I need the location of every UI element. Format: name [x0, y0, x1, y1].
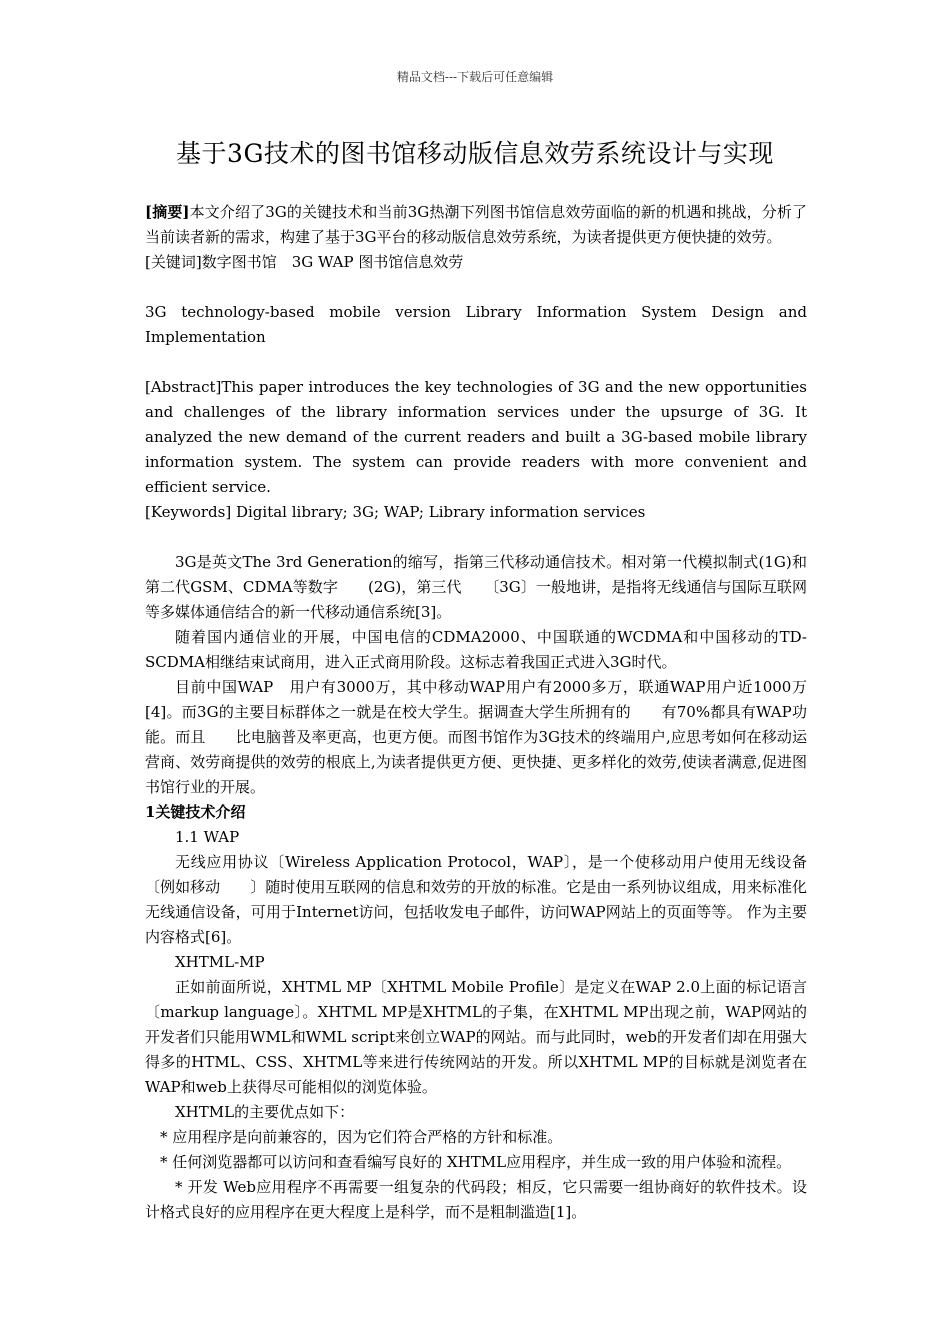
page-header: 精品文档---下载后可任意编辑 [396, 70, 554, 84]
paper-title: 基于3G技术的图书馆移动版信息效劳系统设计与实现 [176, 139, 774, 168]
advantages-intro: XHTML的主要优点如下： [175, 1103, 355, 1121]
cn-abstract [145, 200, 807, 250]
xhtml-mp-heading: XHTML-MP [175, 953, 265, 971]
cn-abstract-text: 本文介绍了3G的关键技术和当前3G热潮下列图书馆信息效劳面临的新的机遇和挑战，分析了当前读者新的需求，构建了基于3G平台的移动版信息效劳系统，为读者提供更方便快捷的效劳。 [145, 203, 807, 246]
advantage-item: * 开发 Web应用程序不再需要一组复杂的代码段；相反，它只需要一组协商好的软件技术。设计格式良好的应用程序在更大程度上是科学，而不是粗制滥造[1]。 [145, 1178, 807, 1221]
en-title: 3G technology-based mobile version Library Information System Design and Implementation [145, 303, 807, 346]
intro-paragraph: 随着国内通信业的开展，中国电信的CDMA2000、中国联通的WCDMA和中国移动的TD-SCDMA相继结束试商用，进入正式商用阶段。这标志着我国正式进入3G时代。 [145, 628, 807, 671]
intro-paragraph: 目前中国WAP 用户有3000万，其中移动WAP用户有2000多万，联通WAP用户近1000万[4]。而3G的主要目标群体之一就是在校大学生。据调查大学生所拥有的 有70%都具有WAP功能。而且 比电脑普及率更高，也更方便。而图书馆作为3G技术的终端用户,应思考如何在移动运营商、效劳商提供的效劳的根底上,为读者提供更方便、更快捷、更多样化的效劳,使读者满意,促进图书馆行业的开展。 [145, 678, 807, 796]
paper-body [145, 200, 807, 1225]
en-abstract: [Abstract]This paper introduces the key technologies of 3G and the new opportunities and challenges of the library information services under the upsurge of 3G. It analyzed the new demand of the current readers and built a 3G-based mobile library information system. The system can provide readers with more convenient and efficient service. [145, 378, 807, 496]
section-heading: 1关键技术介绍 [145, 803, 246, 821]
intro-paragraph: 3G是英文The 3rd Generation的缩写，指第三代移动通信技术。相对第一代模拟制式(1G)和第二代GSM、CDMA等数字 (2G)，第三代 〔3G〕一般地讲，是指将无线通信与国际互联网等多媒体通信结合的新一代移动通信系统[3]。 [145, 553, 807, 621]
wap-paragraph: 无线应用协议〔Wireless Application Protocol，WAP〕，是一个使移动用户使用无线设备〔例如移动 〕随时使用互联网的信息和效劳的开放的标准。它是由一系列协议组成，用来标准化无线通信设备，可用于Internet访问，包括收发电子邮件，访问WAP网站上的页面等等。 作为主要内容格式[6]。 [145, 853, 807, 946]
xhtml-mp-paragraph: 正如前面所说，XHTML MP〔XHTML Mobile Profile〕是定义在WAP 2.0上面的标记语言〔markup language〕。XHTML MP是XHTML的子集，在XHTML MP出现之前，WAP网站的开发者们只能用WML和WML script来创立WAP的网站。而与此同时，web的开发者们却在用强大得多的HTML、CSS、XHTML等来进行传统网站的开发。所以XHTML MP的目标就是浏览者在WAP和web上获得尽可能相似的浏览体验。 [145, 978, 807, 1096]
advantage-item: * 应用程序是向前兼容的，因为它们符合严格的方针和标准。 [160, 1128, 563, 1146]
subsection-heading: 1.1 WAP [175, 828, 240, 846]
cn-keywords: [关键词]数字图书馆 3G WAP 图书馆信息效劳 [145, 253, 464, 271]
advantage-item: * 任何浏览器都可以访问和查看编写良好的 XHTML应用程序，并生成一致的用户体验和流程。 [160, 1153, 792, 1171]
en-keywords: [Keywords] Digital library; 3G; WAP; Library information services [145, 503, 646, 521]
cn-abstract-label: [摘要] [145, 203, 190, 221]
